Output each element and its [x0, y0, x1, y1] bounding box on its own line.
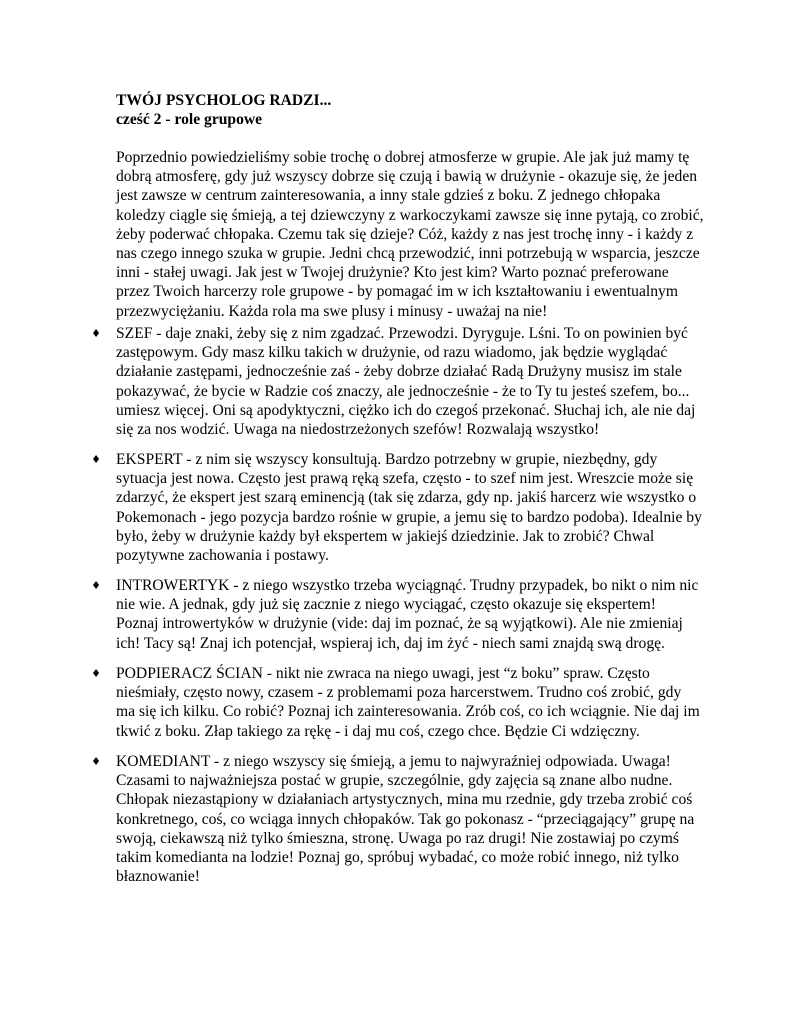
text-line: nas czego innego szuka w grupie. Jedni chcą przewodzić, inni potrzebują w wsparcia, jeszcze	[116, 245, 700, 263]
diamond-bullet-icon: ♦	[91, 755, 101, 768]
text-line: się za nos wodzić. Uwaga na niedostrzeżonych szefów! Rozwalają wszystko!	[116, 421, 600, 439]
text-line: takim komedianta na lodzie! Poznaj go, spróbuj wybadać, co może robić innego, niż tylko	[116, 849, 679, 867]
text-line: koledzy ciągle się śmieją, a tej dziewczyny z warkoczykami zawsze się inne pytają, co zrobić,	[116, 206, 704, 224]
text-line: pokazywać, że bycie w Radzie coś znaczy, ale jednocześnie - że to Ty tu jesteś szefem, bo...	[116, 382, 690, 400]
text-line: umiesz więcej. Oni są apodyktyczni, ciężko ich do czegoś przekonać. Słuchaj ich, ale nie daj	[116, 401, 696, 419]
role-text	[116, 664, 700, 741]
text-line: Chłopak niezastąpiony w działaniach artystycznych, mina mu rzednie, gdy trzeba zrobić coś	[116, 791, 693, 809]
text-line: swoją, ciekawszą niż tylko śmieszna, stronę. Uwaga po raz drugi! Nie zostawiaj po czymś	[116, 829, 679, 847]
text-line: tkwić z boku. Złap takiego za rękę - i daj mu coś, czego chce. Będzie Ci wdzięczny.	[116, 722, 640, 740]
diamond-bullet-icon: ♦	[91, 327, 101, 340]
text-line: przez Twoich harcerzy role grupowe - by pomagać im w ich kształtowaniu i ewentualnym	[116, 283, 678, 301]
text-line: PODPIERACZ ŚCIAN - nikt nie zwraca na niego uwagi, jest “z boku” spraw. Często	[116, 665, 650, 682]
text-line: dobrą atmosferę, gdy już wszyscy dobrze się czują i bawią w drużynie - okazuje się, że jeden	[116, 168, 698, 186]
text-line: ma się ich kilku. Co robić? Poznaj ich zainteresowania. Zrób coś, co ich wciągnie. Nie daj im	[116, 703, 700, 721]
text-line: żeby poderwać chłopaka. Czemu tak się dzieje? Cóż, każdy z nas jest trochę inny - i każdy z	[116, 225, 694, 243]
text-line: Czasami to najważniejsza postać w grupie, szczególnie, gdy zajęcia są znane albo nudne.	[116, 772, 673, 790]
text-line: błaznowanie!	[116, 868, 200, 886]
text-line: KOMEDIANT - z niego wszyscy się śmieją, a jemu to najwyraźniej odpowiada. Uwaga!	[116, 753, 671, 770]
diamond-bullet-icon: ♦	[91, 579, 101, 592]
text-line: nieśmiały, często nowy, czasem - z problemami poza harcerstwem. Trudno coś zrobić, gdy	[116, 684, 682, 702]
text-line: nie wie. A jednak, gdy już się zacznie z niego wyciągać, często okazuje się ekspertem!	[116, 596, 656, 614]
text-line: jest zawsze w centrum zainteresowania, a inny stale gdzieś z boku. Z jednego chłopaka	[116, 187, 661, 205]
role-text	[116, 324, 700, 439]
text-line: Poznaj introwertyków w drużynie (vide: daj im poznać, że są wyjątkowi). Ale nie zmieniaj	[116, 615, 683, 633]
diamond-bullet-icon: ♦	[91, 453, 101, 466]
role-text	[116, 450, 700, 565]
text-line: Poprzednio powiedzieliśmy sobie trochę o dobrej atmosferze w grupie. Ale jak już mamy tę	[116, 149, 690, 166]
document-subtitle: cześć 2 - role grupowe	[116, 111, 263, 128]
text-line: zastępowym. Gdy masz kilku takich w drużynie, od razu wiadomo, jak będzie wyglądać	[116, 344, 668, 362]
text-line: przezwyciężaniu. Każda rola ma swe plusy i minusy - uważaj na nie!	[116, 302, 548, 320]
text-line: sytuacja jest nowa. Często jest prawą ręką szefa, często - to szef nim jest. Wreszcie może się	[116, 470, 694, 488]
role-text	[116, 576, 700, 653]
text-line: konkretnego, coś, co wciąga innych chłopaków. Tak go pokonasz - “przeciągający” grupę na	[116, 810, 695, 828]
text-line: Pokemonach - jego pozycja bardzo rośnie w grupie, a jemu się to bardzo podoba). Idealnie by	[116, 508, 702, 526]
text-line: SZEF - daje znaki, żeby się z nim zgadzać. Przewodzi. Dyryguje. Lśni. To on powinien być	[116, 325, 688, 342]
text-line: zdarzyć, że ekspert jest szarą eminencją (tak się zdarza, gdy np. jakiś harcerz wie wszystko o	[116, 489, 697, 507]
text-line: działanie zastępami, jednocześnie zaś - żeby dobrze działać Radą Drużyny musisz im stale	[116, 363, 682, 381]
text-line: pozytywne zachowania i postawy.	[116, 547, 329, 565]
document-title: TWÓJ PSYCHOLOG RADZI...	[116, 92, 332, 109]
text-line: INTROWERTYK - z niego wszystko trzeba wyciągnąć. Trudny przypadek, bo nikt o nim nic	[116, 577, 699, 594]
text-line: inni - stałej uwagi. Jak jest w Twojej drużynie? Kto jest kim? Warto poznać preferowane	[116, 264, 669, 282]
text-line: było, żeby w drużynie każdy był ekspertem w jakiejś dziedzinie. Jak to zrobić? Chwal	[116, 527, 655, 545]
role-text	[116, 752, 700, 886]
text-line: ich! Tacy są! Znaj ich potencjał, wspieraj ich, daj im żyć - niech sami znajdą swą drogę.	[116, 634, 665, 652]
diamond-bullet-icon: ♦	[91, 667, 101, 680]
intro-paragraph	[116, 148, 704, 321]
text-line: EKSPERT - z nim się wszyscy konsultują. Bardzo potrzebny w grupie, niezbędny, gdy	[116, 451, 658, 468]
